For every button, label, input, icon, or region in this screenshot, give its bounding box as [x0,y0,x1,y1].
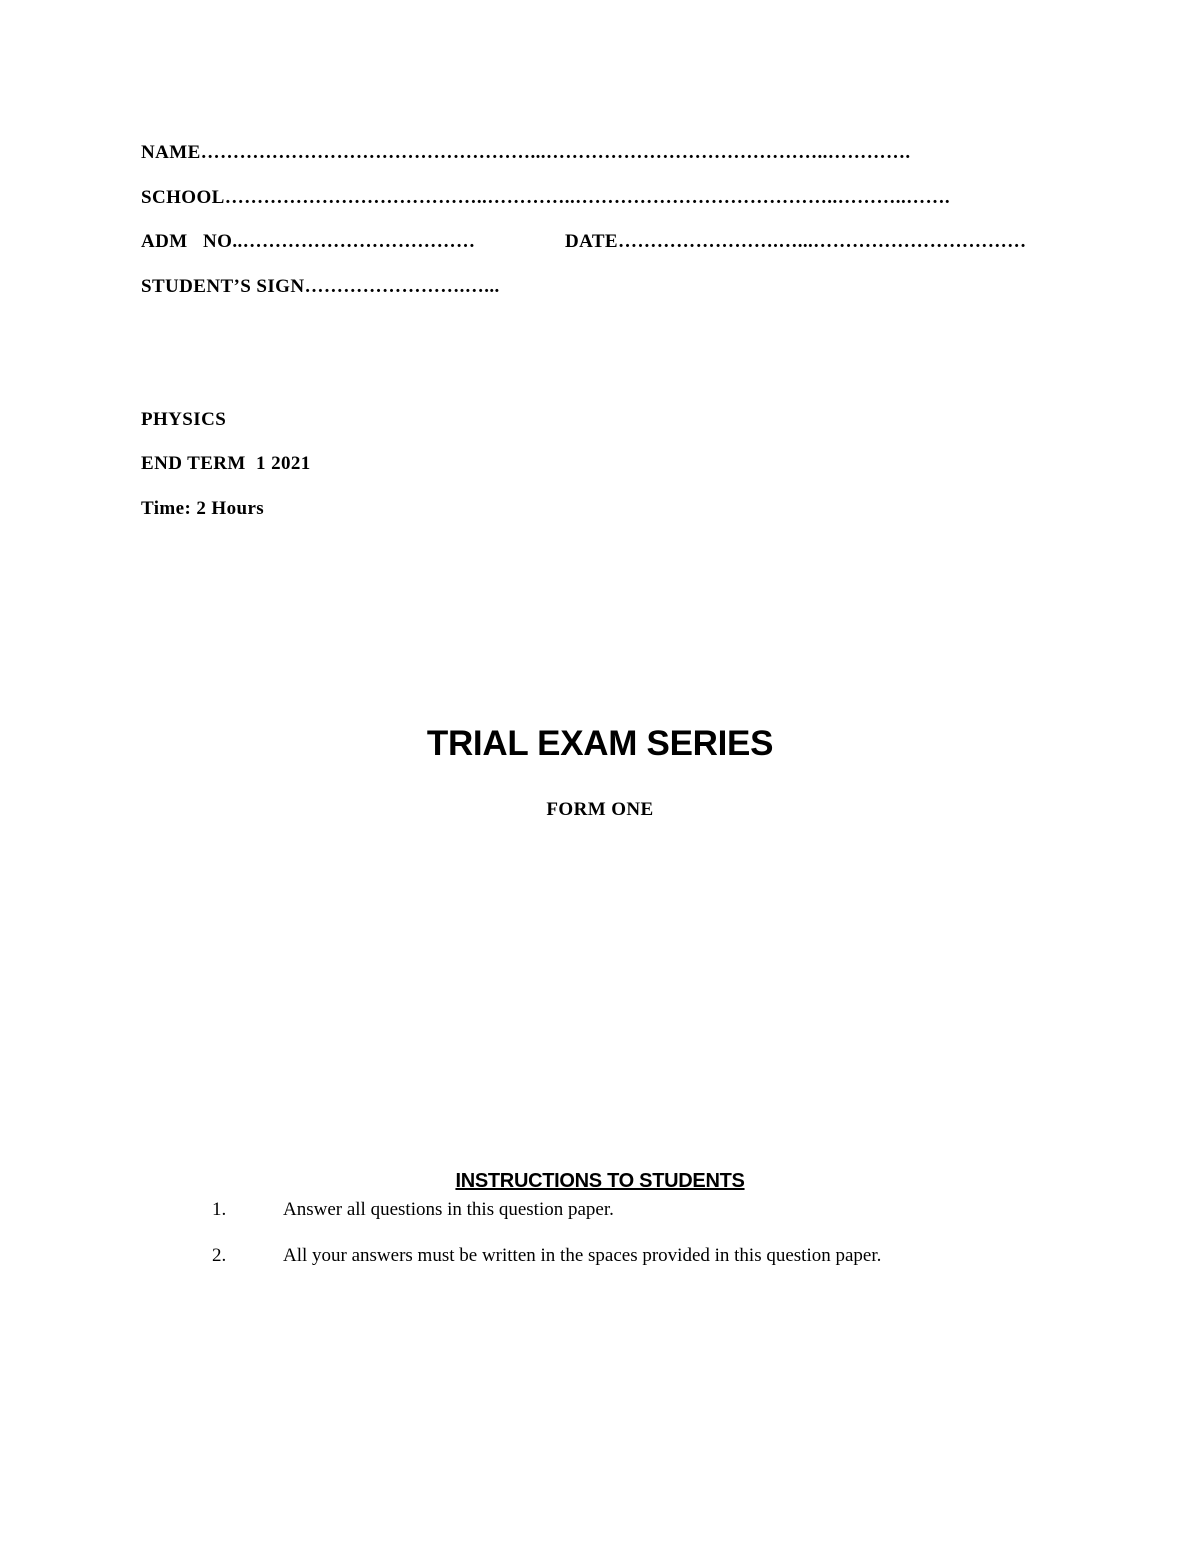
name-field-line: NAME……………………………………………...……………………………………..…………. [141,142,911,163]
time-label: Time: 2 Hours [141,498,265,519]
date-field-line: DATE…………………….…...…………………………… [565,231,1027,252]
subject-label: PHYSICS [141,409,227,430]
instruction-number: 2. [212,1245,227,1266]
student-sign-field-line: STUDENT’S SIGN…………………….…... [141,276,500,297]
instruction-number: 1. [212,1199,227,1220]
term-label: END TERM 1 2021 [141,453,311,474]
exam-title: TRIAL EXAM SERIES [426,724,774,763]
form-subtitle: FORM ONE [546,799,654,820]
instructions-heading: INSTRUCTIONS TO STUDENTS [455,1170,745,1192]
school-field-line: SCHOOL…………………………………..…………..…………………………………..………..……. [141,187,951,208]
adm-no-field-line: ADM NO..……………………………… [141,231,476,252]
instruction-text: All your answers must be written in the spaces provided in this question paper. [283,1245,882,1266]
instruction-text: Answer all questions in this question paper. [283,1199,614,1220]
